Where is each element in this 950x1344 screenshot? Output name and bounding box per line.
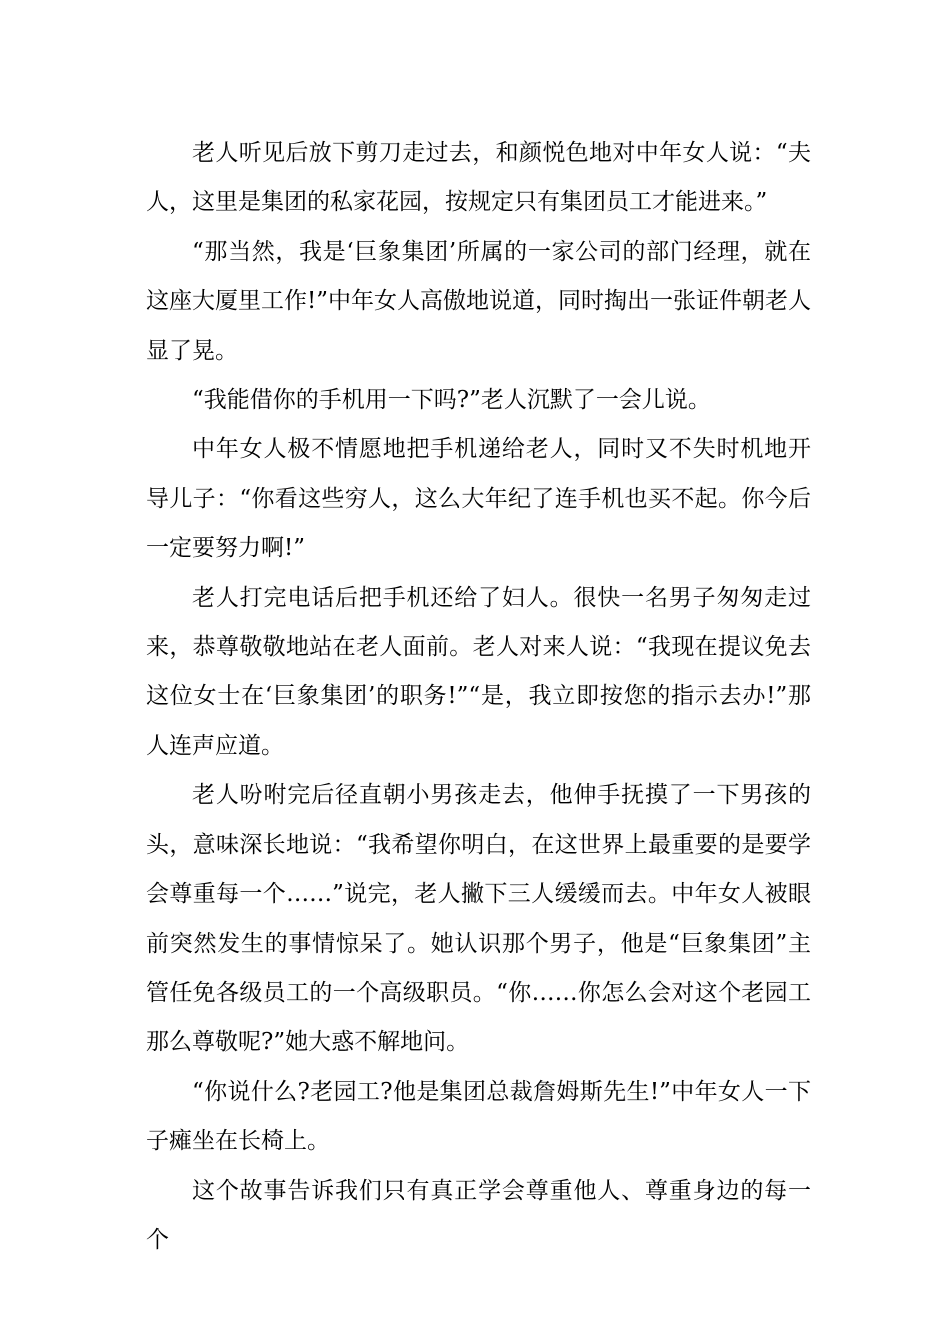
paragraph-7: “你说什么?老园工?他是集团总裁詹姆斯先生!”中年女人一下子瘫坐在长椅上。 <box>146 1078 811 1155</box>
paragraph-3: “我能借你的手机用一下吗?”老人沉默了一会儿说。 <box>192 387 711 414</box>
paragraph-1: 老人听见后放下剪刀走过去，和颜悦色地对中年女人说：“夫人，这里是集团的私家花园，按规定只有集团员工才能进来。” <box>146 140 811 216</box>
paragraph-2: “那当然，我是‘巨象集团’所属的一家公司的部门经理，就在这座大厦里工作!”中年女人高傲地说道，同时掏出一张证件朝老人显了晃。 <box>146 238 812 364</box>
paragraph-4: 中年女人极不情愿地把手机递给老人，同时又不失时机地开导儿子：“你看这些穷人，这么大年纪了连手机也买不起。你今后一定要努力啊!” <box>146 436 811 562</box>
paragraph-6: 老人吩咐完后径直朝小男孩走去，他伸手抚摸了一下男孩的头，意味深长地说：“我希望你明白，在这世界上最重要的是要学会尊重每一个……”说完，老人撇下三人缓缓而去。中年女人被眼前突然发生的事情惊呆了。她认识那个男子，他是“巨象集团”主管任免各级员工的一个高级职员。“你……你怎么会对这个老园工那么尊敬呢?”她大惑不解地问。 <box>146 782 811 1056</box>
paragraph-5: 老人打完电话后把手机还给了妇人。很快一名男子匆匆走过来，恭尊敬敬地站在老人面前。老人对来人说：“我现在提议免去这位女士在‘巨象集团’的职务!”“是，我立即按您的指示去办!”那人连声应道。 <box>146 584 811 759</box>
document-body <box>146 129 811 1265</box>
paragraph-8: 这个故事告诉我们只有真正学会尊重他人、尊重身边的每一个 <box>146 1177 811 1253</box>
